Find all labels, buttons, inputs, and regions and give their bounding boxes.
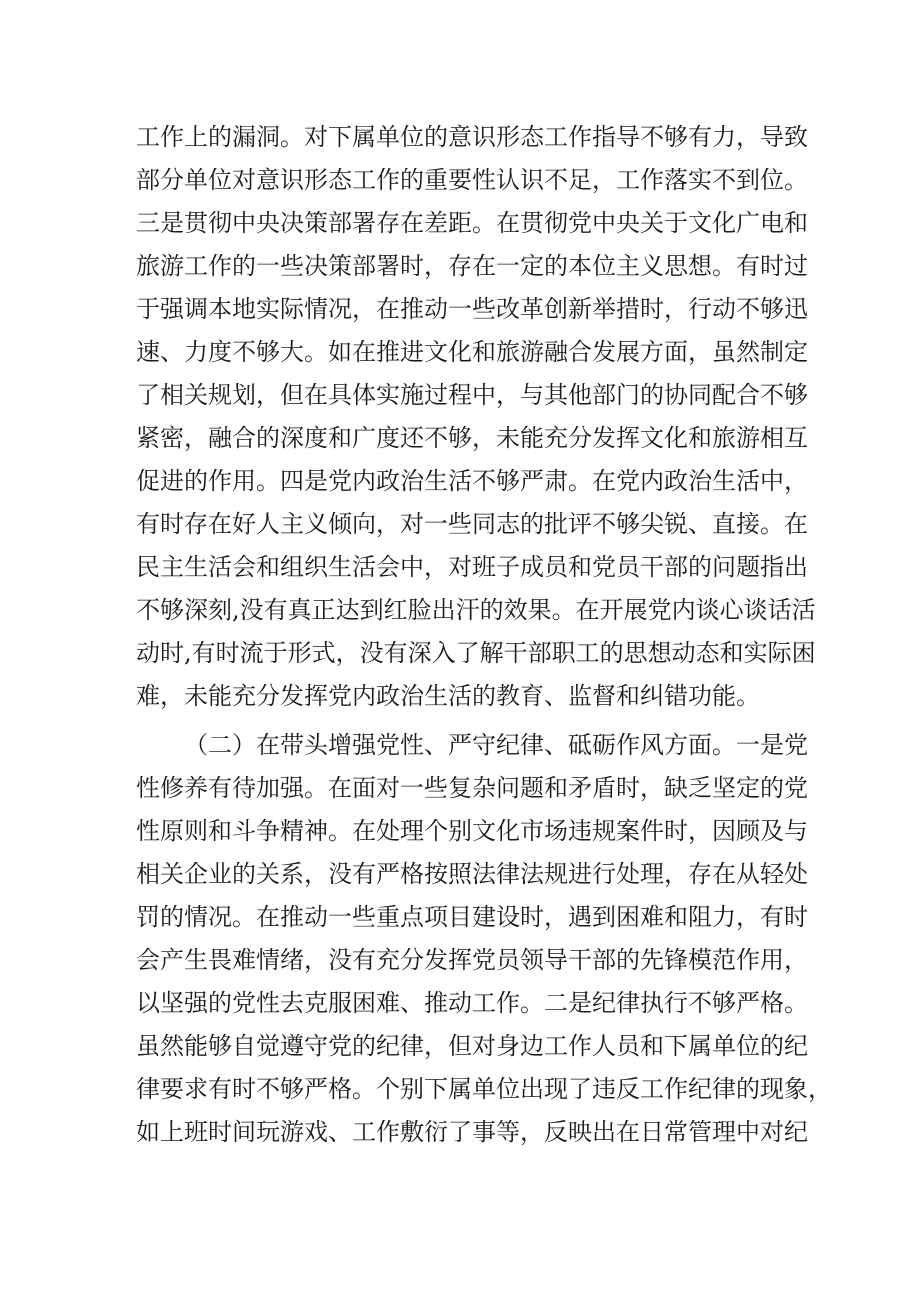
text-line: 罚的情况。在推动一些重点项目建设时，遇到困难和阻力，有时: [136, 903, 808, 931]
text-line: 难，未能充分发挥党内政治生活的教育、监督和纠错功能。: [136, 682, 760, 710]
text-line: 性修养有待加强。在面对一些复杂问题和矛盾时，缺乏坚定的党: [136, 774, 808, 802]
text-line: 工作上的漏洞。对下属单位的意识形态工作指导不够有力，导致: [136, 123, 808, 151]
text-line: 三是贯彻中央决策部署存在差距。在贯彻党中央关于文化广电和: [136, 209, 808, 237]
text-line: 相关企业的关系，没有严格按照法律法规进行处理，存在从轻处: [136, 860, 808, 888]
text-line: 紧密，融合的深度和广度还不够，未能充分发挥文化和旅游相互: [136, 424, 808, 452]
text-line: 会产生畏难情绪，没有充分发挥党员领导干部的先锋模范作用，: [136, 946, 808, 974]
text-line: 律要求有时不够严格。个别下属单位出现了违反工作纪律的现象，: [136, 1075, 832, 1103]
text-line: 于强调本地实际情况，在推动一些改革创新举措时，行动不够迅: [136, 295, 808, 323]
text-line: 不够深刻,没有真正达到红脸出汗的效果。在开展党内谈心谈话活: [136, 596, 816, 624]
text-line: 部分单位对意识形态工作的重要性认识不足，工作落实不到位。: [136, 166, 808, 194]
text-line: 民主生活会和组织生活会中，对班子成员和党员干部的问题指出: [136, 553, 808, 581]
text-line: 了相关规划，但在具体实施过程中，与其他部门的协同配合不够: [136, 381, 808, 409]
text-line: 旅游工作的一些决策部署时，存在一定的本位主义思想。有时过: [136, 252, 808, 280]
text-line: 如上班时间玩游戏、工作敷衍了事等，反映出在日常管理中对纪: [136, 1118, 808, 1146]
text-line: 促进的作用。四是党内政治生活不够严肃。在党内政治生活中，: [136, 467, 808, 495]
section-heading-line: （二）在带头增强党性、严守纪律、砥砺作风方面。一是党: [184, 731, 808, 759]
text-line: 速、力度不够大。如在推进文化和旅游融合发展方面，虽然制定: [136, 338, 808, 366]
body-text: [136, 116, 832, 1154]
text-line: 动时,有时流于形式，没有深入了解干部职工的思想动态和实际困: [136, 639, 816, 667]
text-line: 性原则和斗争精神。在处理个别文化市场违规案件时，因顾及与: [136, 817, 808, 845]
text-line: 虽然能够自觉遵守党的纪律，但对身边工作人员和下属单位的纪: [136, 1032, 808, 1060]
text-line: 以坚强的党性去克服困难、推动工作。二是纪律执行不够严格。: [136, 989, 808, 1017]
text-line: 有时存在好人主义倾向，对一些同志的批评不够尖锐、直接。在: [136, 510, 808, 538]
